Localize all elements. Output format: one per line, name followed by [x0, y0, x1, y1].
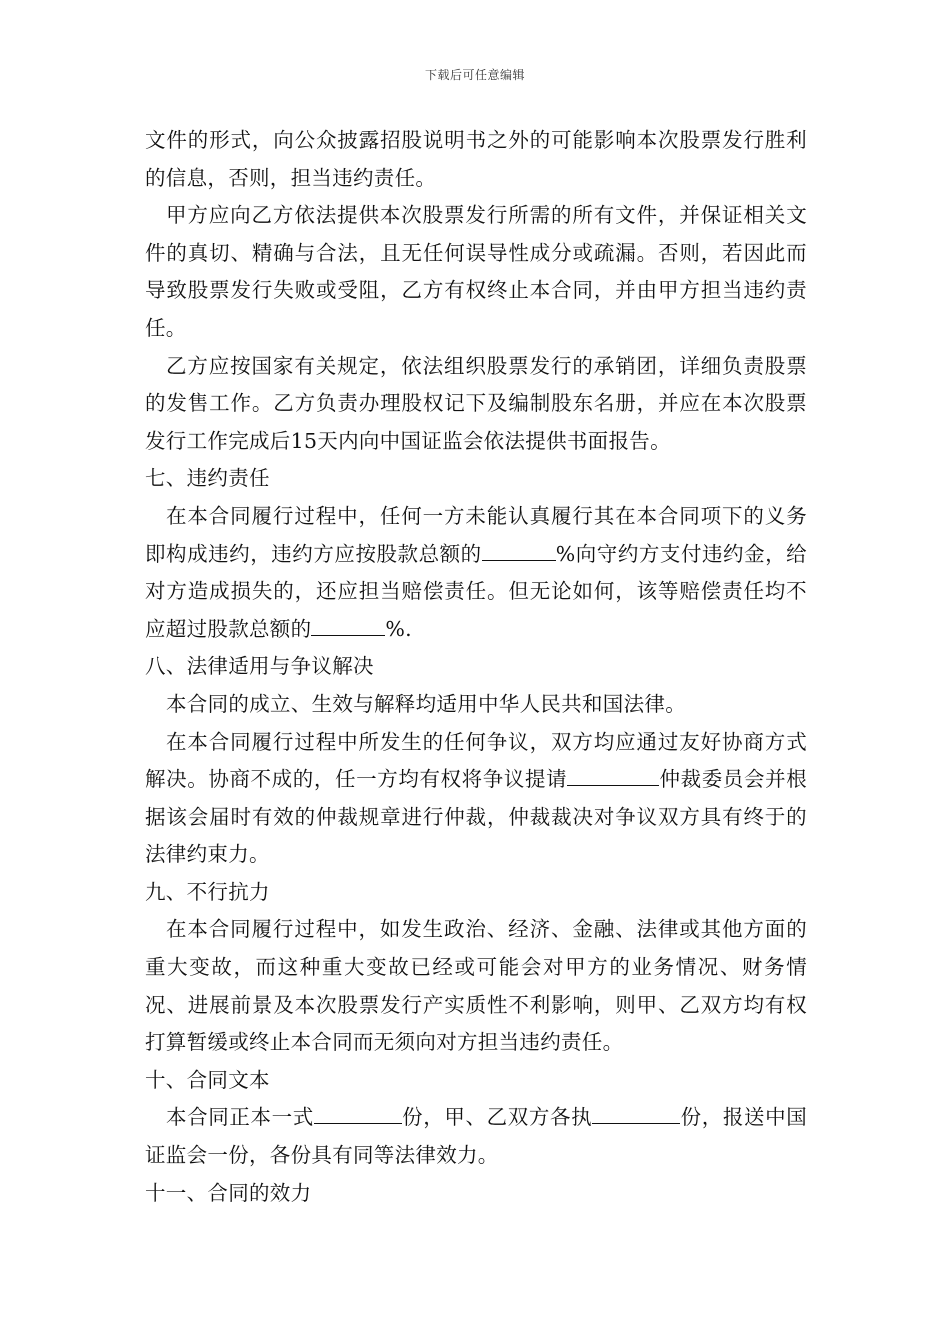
section-heading-breach-liability: 七、违约责任 [145, 466, 270, 491]
breach-text-part-2: %向守约方支付违约金，给对方造成损失的，还应担当赔偿责任。但无论如何，该等赔偿责任均不应超过股款总额的 [145, 541, 807, 641]
paragraph-breach-penalty [145, 498, 807, 648]
blank-penalty-percent [482, 538, 556, 561]
arbitration-text-part-1: 在本合同履行过程中所发生的任何争议，双方均应通过友好协商方式解决。协商不成的，任一方均有权将争议提请 [145, 729, 807, 792]
paragraph-dispute-arbitration [145, 724, 807, 874]
paragraph-governing-law: 本合同的成立、生效与解释均适用中华人民共和国法律。 [166, 691, 686, 716]
blank-liability-cap-percent [311, 613, 385, 636]
blank-total-copies [314, 1102, 402, 1125]
copies-text-part-1: 本合同正本一式 [166, 1105, 314, 1130]
section-heading-contract-copies: 十、合同文本 [145, 1067, 270, 1092]
copies-text-part-2: 份，甲、乙双方各执 [401, 1105, 593, 1130]
blank-arbitration-commission [567, 764, 659, 787]
paragraph-party-a-documents: 甲方应向乙方依法提供本次股票发行所需的所有文件，并保证相关文件的真切、精确与合法，且无任何误导性成分或疏漏。否则，若因此而导致股票发行失败或受阻，乙方有权终止本合同，并由甲方担当违约责任。 [145, 203, 807, 340]
section-heading-force-majeure: 九、不行抗力 [145, 879, 270, 904]
copies-text-part-3: 份，报送中国证监会一份，各份具有同等法律效力。 [145, 1105, 807, 1168]
paragraph-force-majeure: 在本合同履行过程中，如发生政治、经济、金融、法律或其他方面的重大变故，而这种重大变故已经或可能会对甲方的业务情况、财务情况、进展前景及本次股票发行产实质性不利影响，则甲、乙双方均有权打算暂缓或终止本合同而无须向对方担当违约责任。 [145, 917, 807, 1055]
arbitration-text-part-2: 仲裁委员会并根据该会届时有效的仲裁规章进行仲裁，仲裁裁决对争议双方具有终于的法律约束力。 [145, 767, 807, 867]
paragraph-contract-copies [145, 1099, 807, 1174]
paragraph-disclosure-continuation: 文件的形式，向公众披露招股说明书之外的可能影响本次股票发行胜利的信息，否则，担当违约责任。 [145, 128, 807, 190]
blank-copies-each-party [592, 1102, 680, 1125]
section-heading-governing-law: 八、法律适用与争议解决 [145, 654, 374, 679]
section-heading-contract-effect: 十一、合同的效力 [145, 1180, 312, 1205]
breach-text-part-1: 在本合同履行过程中，任何一方未能认真履行其在本合同项下的义务即构成违约，违约方应按股款总额的 [145, 503, 807, 566]
document-body [145, 122, 807, 1212]
paragraph-party-b-syndicate: 乙方应按国家有关规定，依法组织股票发行的承销团，详细负责股票的发售工作。乙方负责办理股权记下及编制股东名册，并应在本次股票发行工作完成后15天内向中国证监会依法提供书面报告。 [145, 353, 807, 453]
page-header: 下载后可任意编辑 [424, 68, 525, 82]
breach-text-part-3: %. [385, 616, 413, 641]
